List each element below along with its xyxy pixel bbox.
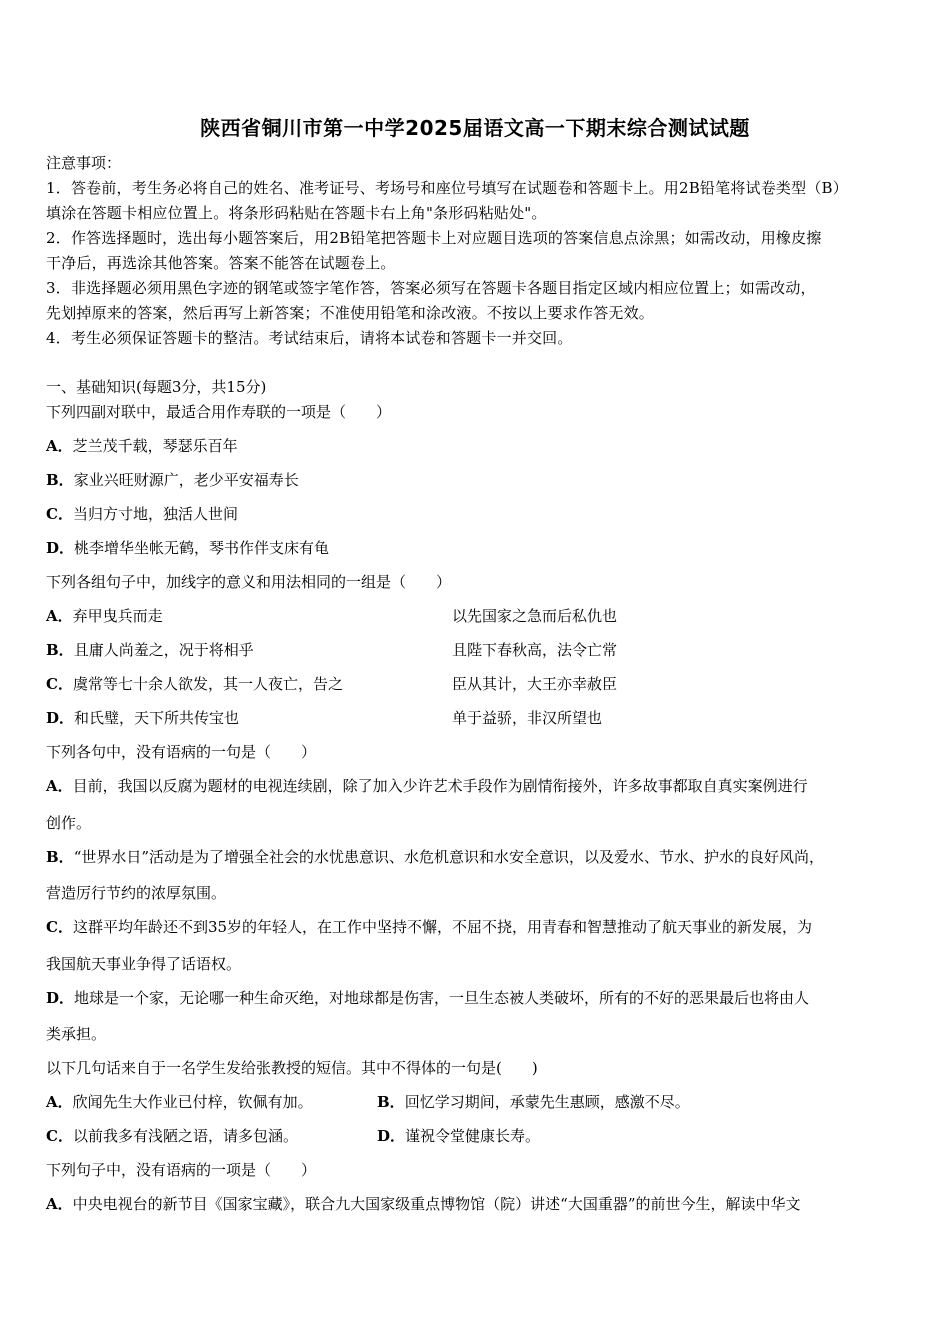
option-label: A． bbox=[46, 1195, 73, 1213]
option-a bbox=[46, 435, 238, 456]
option-text-left: 且庸人尚羞之，况于将相乎 bbox=[73, 641, 254, 659]
option-label: B． bbox=[46, 471, 74, 489]
option-text-left: 虞常等七十余人欲发，其一人夜亡，告之 bbox=[72, 675, 343, 693]
option-text: “世界水日”活动是为了增强全社会的水忧患意识、水危机意识和水安全意识，以及爱水、节水、护水的良好风尚， bbox=[73, 848, 825, 866]
option-text-left: 和氏璧，天下所共传宝也 bbox=[74, 709, 240, 727]
option-continuation: 营造厉行节约的浓厚氛围。 bbox=[46, 884, 227, 902]
option-text: 地球是一个家，无论哪一种生命灭绝，对地球都是伤害，一旦生态被人类破坏，所有的不好的恶果最后也将由人 bbox=[74, 989, 810, 1007]
option-label: D． bbox=[46, 539, 75, 557]
option-d bbox=[46, 707, 239, 728]
option-text: 这群平均年龄还不到35岁的年轻人，在工作中坚持不懈，不屈不挠，用青春和智慧推动了航天事业的新发展，为 bbox=[72, 918, 813, 936]
option-text: 当归方寸地，独活人世间 bbox=[72, 505, 238, 523]
question-stem: 下列各组句子中，加线字的意义和用法相同的一组是（ ） bbox=[46, 573, 452, 591]
option-b bbox=[46, 469, 299, 490]
option-a bbox=[46, 775, 808, 796]
notice-line: 1．答卷前，考生务必将自己的姓名、准考证号、考场号和座位号填写在试题卷和答题卡上。用2B铅笔将试卷类型（B） bbox=[46, 179, 848, 197]
page-title: 陕西省铜川市第一中学2025届语文高一下期末综合测试试题 bbox=[200, 116, 750, 140]
option-label: A． bbox=[46, 607, 73, 625]
option-text-right: 以先国家之急而后私仇也 bbox=[452, 607, 618, 625]
option-label: B． bbox=[377, 1093, 405, 1111]
option-label: B． bbox=[46, 848, 74, 866]
option-label: C． bbox=[46, 505, 73, 523]
option-label: C． bbox=[46, 1127, 73, 1145]
option-text: 中央电视台的新节目《国家宝藏》，联合九大国家级重点博物馆（院）讲述“大国重器”的前世今生，解读中华文 bbox=[72, 1195, 801, 1213]
option-text-right: 且陛下春秋高，法令亡常 bbox=[452, 641, 618, 659]
option-text: 以前我多有浅陋之语，请多包涵。 bbox=[72, 1127, 298, 1145]
option-label: C． bbox=[46, 918, 73, 936]
option-b bbox=[377, 1091, 690, 1112]
notice-heading: 注意事项： bbox=[46, 154, 122, 172]
option-d bbox=[377, 1125, 540, 1146]
question-stem: 下列句子中，没有语病的一项是（ ） bbox=[46, 1161, 317, 1179]
option-text-right: 单于益骄，非汉所望也 bbox=[452, 709, 603, 727]
option-label: D． bbox=[46, 989, 75, 1007]
option-label: A． bbox=[46, 1093, 73, 1111]
question-stem: 下列四副对联中，最适合用作寿联的一项是（ ） bbox=[46, 403, 392, 421]
option-label: C． bbox=[46, 675, 73, 693]
section-heading: 一、基础知识(每题3分，共15分) bbox=[46, 378, 267, 396]
notice-line: 填涂在答题卡相应位置上。将条形码粘贴在答题卡右上角"条形码粘贴处"。 bbox=[46, 204, 547, 222]
option-d bbox=[46, 987, 809, 1008]
option-d bbox=[46, 537, 329, 558]
option-text: 欣闻先生大作业已付梓，钦佩有加。 bbox=[72, 1093, 313, 1111]
option-continuation: 我国航天事业争得了话语权。 bbox=[46, 955, 242, 973]
option-text: 目前，我国以反腐为题材的电视连续剧，除了加入少许艺术手段作为剧情衔接外，许多故事都取自真实案例进行 bbox=[72, 777, 808, 795]
option-text: 芝兰茂千载，琴瑟乐百年 bbox=[72, 437, 238, 455]
option-label: A． bbox=[46, 437, 73, 455]
option-c bbox=[46, 1125, 298, 1146]
option-label: D． bbox=[46, 709, 75, 727]
notice-line: 干净后，再选涂其他答案。答案不能答在试题卷上。 bbox=[46, 254, 396, 272]
option-a bbox=[46, 605, 163, 626]
option-label: B． bbox=[46, 641, 74, 659]
option-c bbox=[46, 503, 238, 524]
option-b bbox=[46, 639, 254, 660]
option-text-right: 臣从其计，大王亦幸赦臣 bbox=[452, 675, 618, 693]
option-text: 谨祝令堂健康长寿。 bbox=[405, 1127, 541, 1145]
option-a bbox=[46, 1193, 800, 1214]
option-continuation: 类承担。 bbox=[46, 1025, 107, 1043]
option-label: D． bbox=[377, 1127, 406, 1145]
notice-line: 先划掉原来的答案，然后再写上新答案；不准使用铅笔和涂改液。不按以上要求作答无效。 bbox=[46, 304, 655, 322]
option-c bbox=[46, 916, 812, 937]
notice-line: 2．作答选择题时，选出每小题答案后，用2B铅笔把答题卡上对应题目选项的答案信息点涂黑；如需改动，用橡皮擦 bbox=[46, 229, 822, 247]
option-text: 桃李增华坐帐无鹤，琴书作伴支床有龟 bbox=[74, 539, 330, 557]
option-text: 家业兴旺财源广，老少平安福寿长 bbox=[73, 471, 299, 489]
option-label: A． bbox=[46, 777, 73, 795]
option-text-left: 弃甲曳兵而走 bbox=[72, 607, 163, 625]
option-continuation: 创作。 bbox=[46, 814, 92, 832]
notice-line: 3．非选择题必须用黑色字迹的钢笔或签字笔作答，答案必须写在答题卡各题目指定区域内相应位置上；如需改动， bbox=[46, 279, 816, 297]
option-text: 回忆学习期间，承蒙先生惠顾，感激不尽。 bbox=[404, 1093, 690, 1111]
notice-line: 4．考生必须保证答题卡的整洁。考试结束后，请将本试卷和答题卡一并交回。 bbox=[46, 329, 573, 347]
option-c bbox=[46, 673, 343, 694]
option-b bbox=[46, 846, 824, 867]
option-a bbox=[46, 1091, 313, 1112]
question-stem: 以下几句话来自于一名学生发给张教授的短信。其中不得体的一句是( ) bbox=[46, 1059, 538, 1077]
question-stem: 下列各句中，没有语病的一句是（ ） bbox=[46, 743, 317, 761]
